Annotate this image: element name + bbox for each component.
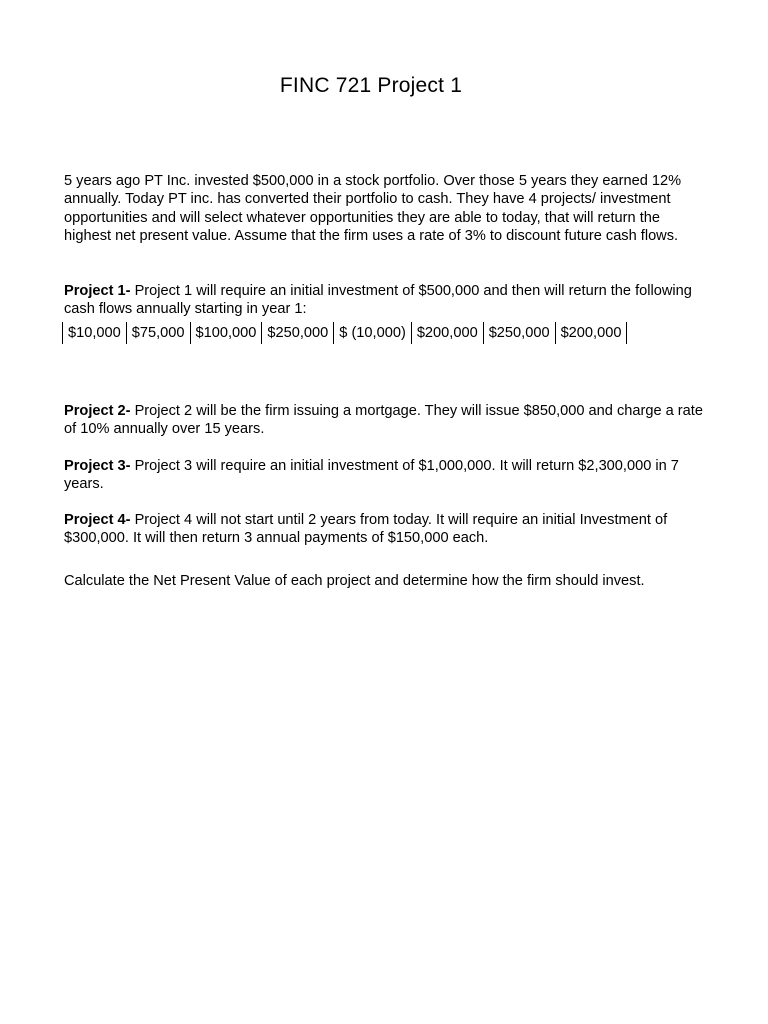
project-4-text: Project 4 will not start until 2 years from today. It will require an initial Investment of $300,000. It will then return 3 annual payments of $150,000 each. xyxy=(64,512,668,547)
project-3-label: Project 3- xyxy=(64,458,131,474)
cash-flow-year-8: $200,000 xyxy=(560,325,622,341)
project-4-label: Project 4- xyxy=(64,512,131,528)
closing-text: Calculate the Net Present Value of each project and determine how the firm should invest. xyxy=(64,573,645,589)
project-1-cash-flows xyxy=(62,321,722,345)
intro-paragraph xyxy=(64,172,704,246)
document-title: FINC 721 Project 1 xyxy=(279,74,463,97)
closing-paragraph xyxy=(64,572,704,590)
project-3-paragraph xyxy=(64,457,704,494)
project-1-text: Project 1 will require an initial investment of $500,000 and then will return the following cash flows annually starting in year 1: xyxy=(64,283,692,318)
project-2-paragraph xyxy=(64,402,704,439)
cash-flow-year-7: $250,000 xyxy=(488,325,550,341)
cash-flow-year-3: $100,000 xyxy=(195,325,257,341)
project-1-paragraph xyxy=(64,282,704,319)
project-1-label: Project 1- xyxy=(64,283,131,299)
cash-flow-year-4: $250,000 xyxy=(267,325,329,341)
cash-flow-year-6: $200,000 xyxy=(416,325,478,341)
project-2-text: Project 2 will be the firm issuing a mortgage. They will issue $850,000 and charge a rate of 10% annually over 15 years. xyxy=(64,403,703,438)
cash-flow-year-1: $10,000 xyxy=(68,325,121,341)
intro-text: 5 years ago PT Inc. invested $500,000 in a stock portfolio. Over those 5 years they earned 12% annually. Today PT inc. has converted their portfolio to cash. They have 4 projects/ investment opportunities and will select whatever opportunities they are able to today, that will return the highest net present value. Assume that the firm uses a rate of 3% to discount future cash flows. xyxy=(64,173,682,245)
cash-flow-year-2: $75,000 xyxy=(131,325,185,341)
project-4-paragraph xyxy=(64,511,704,548)
cash-flow-year-5: $ (10,000) xyxy=(339,325,406,341)
cash-flow-divider xyxy=(626,322,627,344)
project-2-label: Project 2- xyxy=(64,403,131,419)
project-3-text: Project 3 will require an initial investment of $1,000,000. It will return $2,300,000 in 7 years. xyxy=(64,458,679,493)
